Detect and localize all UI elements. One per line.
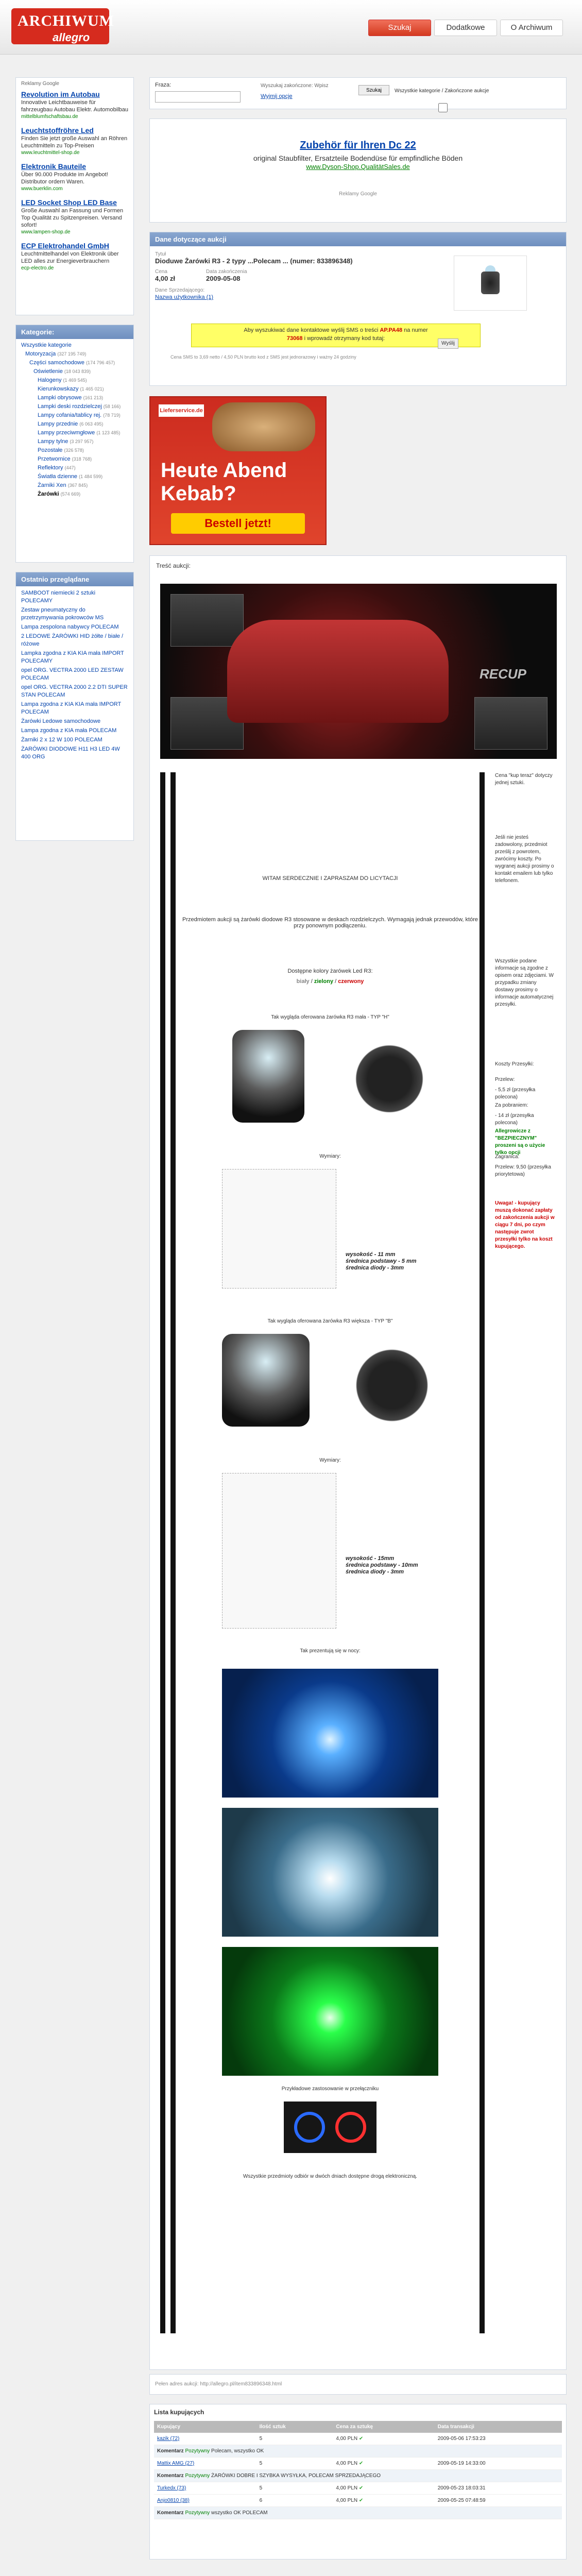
table-row [154, 2458, 562, 2470]
price-cell [333, 2458, 434, 2470]
top-bar [0, 0, 582, 55]
info-abroad: Zagranica: [495, 1154, 520, 1160]
notice-text: i wprowadź otrzymany kod tutaj: [304, 335, 385, 342]
comment-row [154, 2445, 562, 2458]
recent-link[interactable]: Zestaw pneumatyczny do przetrzymywania pokrowców MS [21, 607, 104, 621]
category-item [21, 472, 128, 481]
search-button[interactable]: Szukaj [358, 85, 389, 95]
bids-header-row [154, 2421, 562, 2433]
col-qty: Ilość sztuk [256, 2421, 333, 2433]
category-link[interactable]: Przetwornice [38, 456, 71, 462]
recent-link[interactable]: 2 LEDOWE ŻARÓWKI HID żółte / białe / różowe [21, 633, 124, 647]
ad-item [16, 239, 133, 275]
category-link[interactable]: Lampy tylne [38, 438, 69, 445]
qty-cell: 6 [256, 2495, 333, 2507]
category-count: (327 195 749) [57, 351, 87, 357]
notice-text: na numer [404, 327, 428, 333]
category-item [21, 376, 128, 385]
color-white: biały [296, 978, 310, 985]
category-count: (78 719) [103, 413, 121, 418]
category-count: (367 845) [67, 483, 88, 488]
buyer-link[interactable]: Anjo0810 (38) [157, 2498, 190, 2503]
recent-link[interactable]: opel ORG. VECTRA 2000 2.2 DTI SUPER STAN POLECAM [21, 684, 128, 698]
recent-link[interactable]: Lampa zgodna z KIA mała POLECAM [21, 727, 117, 734]
table-row [154, 2433, 562, 2445]
category-item [21, 437, 128, 446]
logo-top: ARCHIWUM [18, 12, 114, 29]
price-cell [333, 2482, 434, 2495]
category-item [21, 464, 128, 472]
check-icon: ✔ [358, 2498, 364, 2503]
logo-sub: allegro [53, 31, 90, 44]
info-cod: Za pobraniem: [495, 1103, 528, 1108]
comment-type: Pozytywny [185, 2510, 210, 2516]
category-count: (1 469 545) [63, 378, 87, 383]
category-count: (6 063 495) [79, 421, 104, 427]
color-green: zielony [314, 978, 334, 985]
category-link[interactable]: Oświetlenie [33, 368, 63, 375]
main-content [149, 77, 567, 2560]
category-link[interactable]: Lampy przeciwmgłowe [38, 430, 95, 436]
category-count: (447) [64, 465, 76, 470]
bulb-h-dimension-drawing [222, 1169, 336, 1289]
checkbox-label: Wszystkie kategorie / Zakończone aukcje [395, 88, 489, 94]
price-text: 4,00 PLN [336, 2436, 358, 2442]
photo-inset [474, 697, 547, 750]
adv-search-label: Wyszukaj zakończone: Wpisz [261, 83, 329, 89]
car-shape [227, 620, 449, 723]
check-icon: ✔ [358, 2485, 364, 2491]
category-link[interactable]: Pozostałe [38, 447, 63, 453]
table-row [154, 2482, 562, 2495]
nav-extra[interactable]: Dodatkowe [434, 20, 497, 36]
sidebar-ads [15, 77, 134, 315]
category-item [21, 341, 128, 350]
category-link[interactable]: Halogeny [38, 377, 62, 383]
category-link[interactable]: Kierunkowskazy [38, 386, 79, 392]
ad-title[interactable]: Revolution im Autobau [21, 90, 100, 98]
ad-item [16, 124, 133, 160]
date-cell: 2009-05-06 17:53:23 [435, 2433, 562, 2445]
comment-label: Komentarz [157, 2473, 184, 2479]
recent-link[interactable]: opel ORG. VECTRA 2000 LED ZESTAW POLECAM [21, 667, 124, 681]
car-photo [160, 584, 557, 759]
price-text: 4,00 PLN [336, 2485, 358, 2491]
ad-title[interactable]: LED Socket Shop LED Base [21, 198, 117, 207]
kebab-banner[interactable] [149, 396, 327, 545]
price-text: 4,00 PLN [336, 2498, 358, 2503]
seller-link[interactable]: Nazwa użytkownika (1) [155, 294, 214, 300]
category-item [21, 350, 128, 359]
price-value: 4,00 zł [155, 275, 176, 282]
bulb-base [481, 272, 500, 294]
welcome-text: WITAM SERDECZNIE I ZAPRASZAM DO LICYTACJI [262, 875, 398, 882]
type-b-caption: Tak wygląda oferowana żarówka R3 większa - TYP "B" [267, 1318, 393, 1324]
category-link[interactable]: Lampki obrysowe [38, 395, 82, 401]
ad-item [16, 196, 133, 239]
banner-line2: Kebab? [161, 482, 236, 505]
ad-item [16, 160, 133, 196]
category-count: (574 669) [60, 492, 81, 497]
info-return: Jeśli nie jesteś zadowolony, przedmiot prześlij z powrotem, zwrócimy koszty. Po wygranej aukcji prosimy o kontakt emailem lub tylko telefonem. [495, 835, 554, 884]
recent-link[interactable]: Lampa zgodna z KIA KIA mała IMPORT POLECAM [21, 701, 122, 715]
category-item [21, 420, 128, 429]
category-item [21, 446, 128, 455]
adv-search-link[interactable]: Wyjmij opcje [261, 93, 293, 99]
recent-box [15, 572, 134, 841]
date-cell: 2009-05-19 14:33:00 [435, 2458, 562, 2470]
ads-by-label: Reklamy Google [21, 81, 59, 87]
banner-line1: Heute Abend [161, 459, 287, 482]
category-item [21, 359, 128, 367]
ad-url: www.leuchtmittel-shop.de [21, 150, 80, 156]
category-link[interactable]: Żarniki Xen [38, 482, 66, 488]
category-item [21, 367, 128, 376]
date-cell: 2009-05-25 07:48:59 [435, 2495, 562, 2507]
info-shipping-heading: Koszty Przesyłki: [495, 1061, 534, 1067]
full-address-bar[interactable]: Pełen adres aukcji: http://allegro.pl/item833896348.html [149, 2374, 567, 2395]
bulb-b-photo [222, 1334, 310, 1427]
car-brand: RECUP [480, 666, 527, 682]
category-link[interactable]: Motoryzacja [25, 351, 56, 357]
blue-glow-photo [222, 1669, 438, 1798]
category-item [21, 481, 128, 490]
ad-url: mittelblumfschaftsbau.de [21, 114, 78, 120]
comment-text: Polecam, wszystko OK [211, 2448, 264, 2454]
nav-about[interactable]: O Archiwum [500, 20, 563, 36]
recent-link[interactable]: ŻARÓWKI DIODOWE H11 H3 LED 4W 400 ORG [21, 746, 120, 760]
site-logo[interactable] [11, 8, 114, 44]
category-count: (18 043 839) [64, 369, 91, 374]
category-item [21, 411, 128, 420]
ad-url: ecp-electro.de [21, 265, 54, 271]
qty-cell: 5 [256, 2482, 333, 2495]
category-item [21, 385, 128, 394]
title-label: Tytuł [155, 251, 166, 257]
comment-label: Komentarz [157, 2510, 184, 2516]
glow-caption: Tak prezentują się w nocy: [300, 1648, 361, 1654]
info-transfer-cost: - 5,5 zł (przesyłka polecona) [495, 1087, 536, 1100]
comment-type: Pozytywny [185, 2473, 210, 2479]
bids-title: Lista kupujących [154, 2409, 204, 2416]
description-column [181, 772, 480, 2333]
category-count: (326 578) [64, 448, 84, 453]
category-item [21, 429, 128, 437]
ad-desc: Finden Sie jetzt große Auswahl an Röhren Leuchtmitteln zu Top-Preisen [21, 135, 128, 149]
ad-desc: Über 90.000 Produkte im Angebot! Distributor ordern Waren. [21, 172, 108, 185]
recent-link[interactable]: Lampka zgodna z KIA KIA mała IMPORT POLECAMY [21, 650, 124, 664]
notice-number: 73068 [286, 335, 303, 342]
bulb-b-dimension-drawing [222, 1473, 336, 1629]
auction-box [149, 232, 567, 386]
recent-link[interactable]: Żarniki 2 x 12 W 100 POLECAM [21, 737, 102, 743]
price-text: 4,00 PLN [336, 2461, 358, 2466]
category-count: (161 213) [83, 395, 104, 400]
check-icon: ✔ [358, 2436, 364, 2442]
info-price: Cena "kup teraz" dotyczy jednej sztuki. [495, 773, 553, 786]
dims-b-text: wysokość - 15mm średnica podstawy - 10mm średnica diody - 3mm [346, 1555, 418, 1575]
sms-footnote: Cena SMS to 3,69 netto / 4,50 PLN brutto kod z SMS jest jednorazowy i ważny 24 godziny [170, 354, 356, 360]
category-list [16, 339, 133, 501]
col-price: Cena za sztukę [333, 2421, 434, 2433]
main-nav [368, 20, 566, 36]
auction-inner [150, 246, 566, 385]
google-ad-by: Reklamy Google [339, 191, 377, 197]
category-item [21, 402, 128, 411]
category-checkbox[interactable] [402, 103, 484, 112]
info-warning: Uwaga! - kupujący muszą dokonać zapłaty od zakończenia aukcji w ciągu 7 dni, po czym następuje zwrot przesyłki tylko na koszt kupującego. [495, 1200, 555, 1249]
recent-title: Ostatnio przeglądane [16, 572, 133, 586]
qty-cell: 5 [256, 2433, 333, 2445]
ad-title[interactable]: ECP Elektrohandel GmbH [21, 242, 109, 250]
category-count: (174 796 457) [86, 360, 115, 365]
date-label: Data zakończenia [206, 269, 247, 275]
notice-send-button[interactable]: Wyślij [438, 338, 458, 349]
product-thumbnail[interactable] [454, 256, 527, 311]
info-data: Wszystkie podane informacje są zgodne z opisem oraz zdjęciami. W przypadku zmiany dostawy prosimy o informacje automatycznej przesyłki. [495, 958, 554, 1007]
frame-stripe [170, 772, 176, 2333]
search-label: Fraza: [155, 82, 172, 88]
google-ad-url[interactable]: www.Dyson-Shop.QualitätSales.de [306, 163, 410, 171]
category-link[interactable]: Światła dzienne [38, 473, 78, 480]
green-glow-photo [222, 1947, 438, 2076]
banner-brand: Lieferservice.de [159, 404, 204, 417]
price-label: Cena [155, 269, 167, 275]
comment-row [154, 2470, 562, 2482]
category-link[interactable]: Reflektory [38, 465, 63, 471]
type-h-caption: Tak wygląda oferowana żarówka R3 mała - TYP "H" [271, 1014, 389, 1020]
bulb-b-base-photo [351, 1344, 433, 1427]
bulb-h-photo [232, 1030, 304, 1123]
seller-label: Dane Sprzedającego: [155, 287, 205, 293]
google-ad-title[interactable]: Zubehör für Ihren Dc 22 [300, 140, 416, 151]
col-buyer: Kupujący [154, 2421, 256, 2433]
dims-h-text: wysokość - 11 mm średnica podstawy - 5 mm średnica diody - 3mm [346, 1251, 417, 1271]
bulb-h-base-photo [351, 1040, 428, 1117]
banner-cta-button[interactable]: Bestell jetzt! [171, 513, 305, 534]
category-count: (3 297 957) [70, 439, 94, 444]
col-date: Data transakcji [435, 2421, 562, 2433]
comment-label: Komentarz [157, 2448, 184, 2454]
category-item [21, 490, 128, 499]
category-link[interactable]: Wszystkie kategorie [21, 342, 72, 348]
blue-ring-icon [294, 2112, 325, 2143]
google-ad-desc: original Staubfilter, Ersatzteile Bodendüse für empfindliche Böden [253, 154, 463, 162]
category-count: (318 768) [72, 456, 92, 462]
comment-text: wszystko OK POLECAM [211, 2510, 268, 2516]
category-link[interactable]: Żarówki [38, 491, 59, 497]
notice-text: Aby wyszukiwać dane kontaktowe wyślij SMS o treści [244, 327, 379, 333]
category-link[interactable]: Części samochodowe [29, 360, 84, 366]
nav-search[interactable]: Szukaj [368, 20, 431, 36]
buyer-link[interactable]: Mattix AMG (27) [157, 2461, 195, 2466]
description-heading: Treść aukcji: [156, 562, 191, 569]
description-p1: Przedmiotem aukcji są żarówki diodowe R3 stosowane w deskach rozdzielczych. Wymagają jednak przewodów, które przy ponownym podłączeniu. [182, 917, 478, 929]
bids-table [154, 2421, 562, 2519]
sms-notice [191, 324, 481, 347]
food-image [212, 402, 315, 451]
category-link[interactable]: Lampy cofania/tablicy rej. [38, 412, 102, 418]
categories-title: Kategorie: [16, 325, 133, 339]
category-link[interactable]: Lampki deski rozdzielczej [38, 403, 102, 410]
description-box [149, 555, 567, 2370]
ad-desc: Große Auswahl an Fassung und Formen Top Qualität zu Spitzenpreisen. Versand sofort! [21, 208, 124, 228]
category-link[interactable]: Lampy przednie [38, 421, 78, 427]
recent-link[interactable]: Żarówki Ledowe samochodowe [21, 718, 101, 724]
photo-inset [170, 594, 244, 647]
color-red: czerwony [338, 978, 364, 985]
category-count: (1 123 485) [96, 430, 121, 435]
sidebar [15, 77, 134, 850]
sample-caption: Przykładowe zastosowanie w przełączniku [281, 2086, 379, 2092]
ad-desc: Innovative Leichtbauweise für fahrzeugbau Autobau Elektr. Automobilbau [21, 99, 128, 113]
auction-title: Dioduwe Żarówki R3 - 2 typy ...Polecam ... (numer: 833896348) [155, 257, 353, 265]
notice-code: AP.PA48 [380, 327, 403, 333]
ad-desc: Leuchtmittelhandel von Elektronik über LED alles zur Energieverbrauchern [21, 251, 119, 264]
colors-list: biały / zielony / czerwony [296, 978, 364, 985]
google-ad [149, 118, 567, 223]
colors-intro: Dostępne kolory żarówek Led R3: [287, 968, 373, 974]
recent-link[interactable]: SAMBOOT niemiecki 2 sztuki POLECAMY [21, 590, 96, 604]
recent-link[interactable]: Lampa zespolona nabywcy POLECAM [21, 624, 119, 630]
info-transfer: Przelew: [495, 1077, 515, 1082]
buyer-link[interactable]: Turkedx (73) [157, 2485, 186, 2491]
ad-url: www.lampen-shop.de [21, 229, 71, 235]
frame-stripe [480, 772, 485, 2333]
date-value: 2009-05-08 [206, 275, 241, 282]
comment-type: Pozytywny [185, 2448, 210, 2454]
category-item [21, 455, 128, 464]
ad-title[interactable]: Elektronik Bauteile [21, 162, 87, 171]
ad-url: www.buerklin.com [21, 186, 63, 192]
info-abroad-cost: Przelew: 9,50 (przesyłka priorytetowa) [495, 1164, 551, 1177]
category-count: (1 484 599) [79, 474, 103, 479]
white-glow-photo [222, 1808, 438, 1937]
search-checkbox[interactable] [395, 88, 489, 94]
ad-title[interactable]: Leuchtstoffröhre Led [21, 126, 94, 134]
search-input[interactable] [155, 91, 241, 103]
date-cell: 2009-05-23 18:03:31 [435, 2482, 562, 2495]
switch-sample-photo [284, 2102, 376, 2153]
categories-box [15, 325, 134, 563]
info-cod-cost: - 14 zł (przesyłka polecona) [495, 1113, 534, 1126]
category-count: (58 166) [103, 404, 121, 409]
auction-header: Dane dotyczące aukcji [150, 232, 566, 246]
search-form [149, 77, 567, 109]
table-row [154, 2495, 562, 2507]
dims-label-2: Wymiary: [319, 1458, 341, 1463]
price-cell [333, 2433, 434, 2445]
buyer-link[interactable]: kazik (72) [157, 2436, 180, 2442]
shipping-note: Wszystkie przedmioty odbiór w dwóch dniach dostępne drogą elektroniczną. [243, 2174, 417, 2179]
qty-cell: 5 [256, 2458, 333, 2470]
info-safe: Allegrowicze z "BEZPIECZNYM" proszeni są o użycie tylko opcji [495, 1128, 545, 1156]
recent-list [16, 586, 133, 766]
comment-text: ŻARÓWKI DOBRE I SZYBKA WYSYŁKA, POLECAM SPRZEDAJĄCEGO [211, 2473, 381, 2479]
check-icon: ✔ [358, 2461, 364, 2466]
red-ring-icon [335, 2112, 366, 2143]
category-count: (1 465 021) [80, 386, 104, 392]
price-cell [333, 2495, 434, 2507]
frame-stripe [160, 772, 165, 2333]
ad-item [16, 88, 133, 124]
bids-box [149, 2404, 567, 2560]
comment-row [154, 2507, 562, 2519]
dims-label: Wymiary: [319, 1154, 341, 1159]
category-item [21, 394, 128, 402]
